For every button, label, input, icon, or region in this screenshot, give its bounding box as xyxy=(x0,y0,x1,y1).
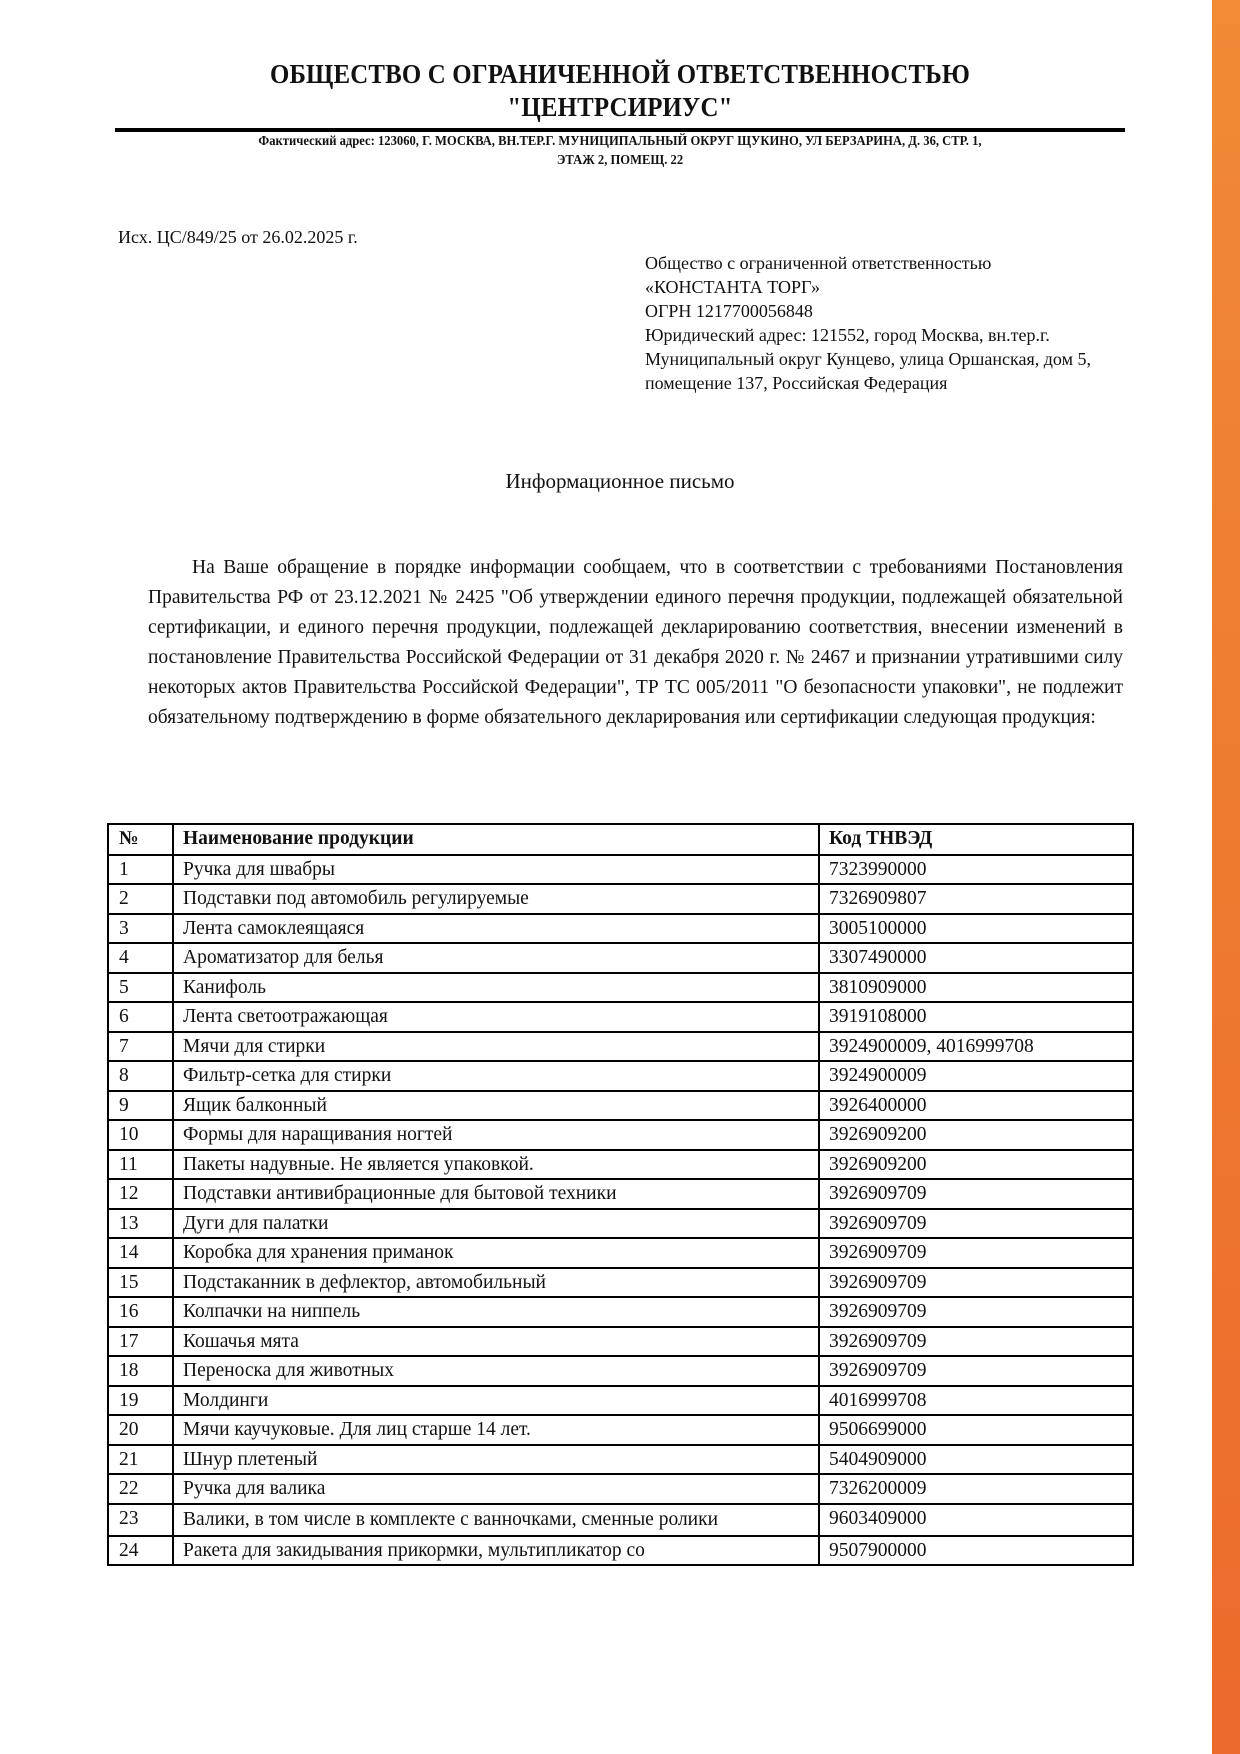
table-row xyxy=(108,884,1133,914)
table-row xyxy=(108,1238,1133,1268)
company-name-line-2: "ЦЕНТРСИРИУС" xyxy=(507,92,733,122)
cell-product-name: Канифоль xyxy=(173,973,819,1003)
cell-tnved-code: 4016999708 xyxy=(819,1386,1133,1416)
cell-product-name: Молдинги xyxy=(173,1386,819,1416)
table-row xyxy=(108,1474,1133,1504)
table-row xyxy=(108,1150,1133,1180)
recipient-line: Муниципальный округ Кунцево, улица Оршанская, дом 5, xyxy=(645,349,1091,369)
cell-number: 24 xyxy=(108,1536,173,1566)
recipient-block xyxy=(645,251,1091,395)
cell-number: 22 xyxy=(108,1474,173,1504)
letter-body-paragraph: На Ваше обращение в порядке информации сообщаем, что в соответствии с требованиями Постановления Правительства РФ от 23.12.2021 № 2425 "Об утверждении единого перечня продукции, подлежащей обязательной сертификации, и единого перечня продукции, подлежащей декларированию соответствия, внесении изменений в постановление Правительства Российской Федерации от 31 декабря 2020 г. № 2467 и признании утратившими силу некоторых актов Правительства Российской Федерации", ТР ТС 005/2011 "О безопасности упаковки", не подлежит обязательному подтверждению в форме обязательного декларирования или сертификации следующая продукция: xyxy=(148,557,1123,728)
table-row xyxy=(108,1327,1133,1357)
cell-number: 7 xyxy=(108,1032,173,1062)
table-row xyxy=(108,1002,1133,1032)
letterhead-company-name xyxy=(151,58,1089,124)
cell-tnved-code: 7326200009 xyxy=(819,1474,1133,1504)
cell-number: 11 xyxy=(108,1150,173,1180)
cell-number: 21 xyxy=(108,1445,173,1475)
address-line-2: ЭТАЖ 2, ПОМЕЩ. 22 xyxy=(556,153,684,168)
cell-product-name: Пакеты надувные. Не является упаковкой. xyxy=(173,1150,819,1180)
cell-number: 19 xyxy=(108,1386,173,1416)
table-row xyxy=(108,1268,1133,1298)
table-body xyxy=(108,855,1133,1566)
table-row xyxy=(108,1356,1133,1386)
cell-number: 2 xyxy=(108,884,173,914)
cell-number: 4 xyxy=(108,943,173,973)
table-row xyxy=(108,973,1133,1003)
cell-tnved-code: 3005100000 xyxy=(819,914,1133,944)
recipient-line: Общество с ограниченной ответственностью xyxy=(645,253,992,273)
cell-product-name: Валики, в том числе в комплекте с ванночками, сменные ролики xyxy=(173,1504,819,1536)
cell-tnved-code: 9603409000 xyxy=(819,1504,1133,1536)
table-row xyxy=(108,943,1133,973)
cell-product-name: Формы для наращивания ногтей xyxy=(173,1120,819,1150)
header-product-name: Наименование продукции xyxy=(173,824,819,855)
cell-tnved-code: 3919108000 xyxy=(819,1002,1133,1032)
table-row xyxy=(108,1386,1133,1416)
cell-tnved-code: 3926909709 xyxy=(819,1238,1133,1268)
cell-number: 8 xyxy=(108,1061,173,1091)
cell-tnved-code: 3926909200 xyxy=(819,1150,1133,1180)
cell-tnved-code: 3926909200 xyxy=(819,1120,1133,1150)
table-row xyxy=(108,1297,1133,1327)
cell-product-name: Подставки под автомобиль регулируемые xyxy=(173,884,819,914)
outgoing-reference: Исх. ЦС/849/25 от 26.02.2025 г. xyxy=(118,227,358,247)
company-name-line-1: ОБЩЕСТВО С ОГРАНИЧЕННОЙ ОТВЕТСТВЕННОСТЬЮ xyxy=(269,59,971,89)
cell-product-name: Ручка для валика xyxy=(173,1474,819,1504)
cell-tnved-code: 3924900009, 4016999708 xyxy=(819,1032,1133,1062)
cell-product-name: Колпачки на ниппель xyxy=(173,1297,819,1327)
cell-product-name: Ракета для закидывания прикормки, мультипликатор со xyxy=(173,1536,819,1566)
cell-tnved-code: 9506699000 xyxy=(819,1415,1133,1445)
cell-number: 17 xyxy=(108,1327,173,1357)
cell-tnved-code: 3926909709 xyxy=(819,1209,1133,1239)
table-row xyxy=(108,1504,1133,1536)
table-row xyxy=(108,1179,1133,1209)
cell-product-name: Ручка для швабры xyxy=(173,855,819,885)
table-row xyxy=(108,1445,1133,1475)
cell-product-name: Переноска для животных xyxy=(173,1356,819,1386)
cell-product-name: Лента самоклеящаяся xyxy=(173,914,819,944)
table-row xyxy=(108,914,1133,944)
orange-side-stripe xyxy=(1212,0,1240,1754)
table-header-row xyxy=(108,824,1133,855)
cell-tnved-code: 3926909709 xyxy=(819,1327,1133,1357)
cell-tnved-code: 3926909709 xyxy=(819,1356,1133,1386)
cell-product-name: Коробка для хранения приманок xyxy=(173,1238,819,1268)
cell-product-name: Ящик балконный xyxy=(173,1091,819,1121)
cell-number: 18 xyxy=(108,1356,173,1386)
cell-product-name: Подстаканник в дефлектор, автомобильный xyxy=(173,1268,819,1298)
cell-number: 3 xyxy=(108,914,173,944)
cell-tnved-code: 9507900000 xyxy=(819,1536,1133,1566)
table-row xyxy=(108,855,1133,885)
table-row xyxy=(108,1209,1133,1239)
address-line-1: Фактический адрес: 123060, Г. МОСКВА, ВН.ТЕР.Г. МУНИЦИПАЛЬНЫЙ ОКРУГ ЩУКИНО, УЛ БЕРЗАРИНА, Д. 36, СТР. 1, xyxy=(258,134,982,149)
cell-tnved-code: 3926909709 xyxy=(819,1268,1133,1298)
cell-tnved-code: 3307490000 xyxy=(819,943,1133,973)
cell-number: 1 xyxy=(108,855,173,885)
products-table xyxy=(107,823,1134,1566)
recipient-line: ОГРН 1217700056848 xyxy=(645,301,813,321)
cell-product-name: Ароматизатор для белья xyxy=(173,943,819,973)
cell-number: 12 xyxy=(108,1179,173,1209)
letter-title-text: Информационное письмо xyxy=(505,469,735,493)
cell-tnved-code: 5404909000 xyxy=(819,1445,1133,1475)
cell-tnved-code: 3926400000 xyxy=(819,1091,1133,1121)
cell-product-name: Подставки антивибрационные для бытовой техники xyxy=(173,1179,819,1209)
cell-product-name: Шнур плетеный xyxy=(173,1445,819,1475)
cell-tnved-code: 7323990000 xyxy=(819,855,1133,885)
table-row xyxy=(108,1120,1133,1150)
table-row xyxy=(108,1091,1133,1121)
cell-product-name: Кошачья мята xyxy=(173,1327,819,1357)
cell-tnved-code: 7326909807 xyxy=(819,884,1133,914)
header-number: № xyxy=(108,824,173,855)
table-row xyxy=(108,1061,1133,1091)
recipient-line: помещение 137, Российская Федерация xyxy=(645,373,948,393)
cell-number: 16 xyxy=(108,1297,173,1327)
cell-tnved-code: 3926909709 xyxy=(819,1297,1133,1327)
cell-number: 15 xyxy=(108,1268,173,1298)
recipient-line: Юридический адрес: 121552, город Москва, вн.тер.г. xyxy=(645,325,1050,345)
cell-tnved-code: 3810909000 xyxy=(819,973,1133,1003)
recipient-line: «КОНСТАНТА ТОРГ» xyxy=(645,277,820,297)
cell-number: 20 xyxy=(108,1415,173,1445)
cell-number: 5 xyxy=(108,973,173,1003)
cell-number: 13 xyxy=(108,1209,173,1239)
table-row xyxy=(108,1032,1133,1062)
header-tnved-code: Код ТНВЭД xyxy=(819,824,1133,855)
cell-product-name: Мячи для стирки xyxy=(173,1032,819,1062)
table-row xyxy=(108,1415,1133,1445)
cell-number: 9 xyxy=(108,1091,173,1121)
cell-number: 14 xyxy=(108,1238,173,1268)
letterhead-address xyxy=(197,132,1043,170)
cell-product-name: Мячи каучуковые. Для лиц старше 14 лет. xyxy=(173,1415,819,1445)
cell-number: 23 xyxy=(108,1504,173,1536)
cell-tnved-code: 3924900009 xyxy=(819,1061,1133,1091)
cell-product-name: Дуги для палатки xyxy=(173,1209,819,1239)
cell-product-name: Лента светоотражающая xyxy=(173,1002,819,1032)
cell-tnved-code: 3926909709 xyxy=(819,1179,1133,1209)
letter-title xyxy=(0,468,1240,494)
cell-product-name: Фильтр-сетка для стирки xyxy=(173,1061,819,1091)
cell-number: 10 xyxy=(108,1120,173,1150)
cell-number: 6 xyxy=(108,1002,173,1032)
table-row xyxy=(108,1536,1133,1566)
